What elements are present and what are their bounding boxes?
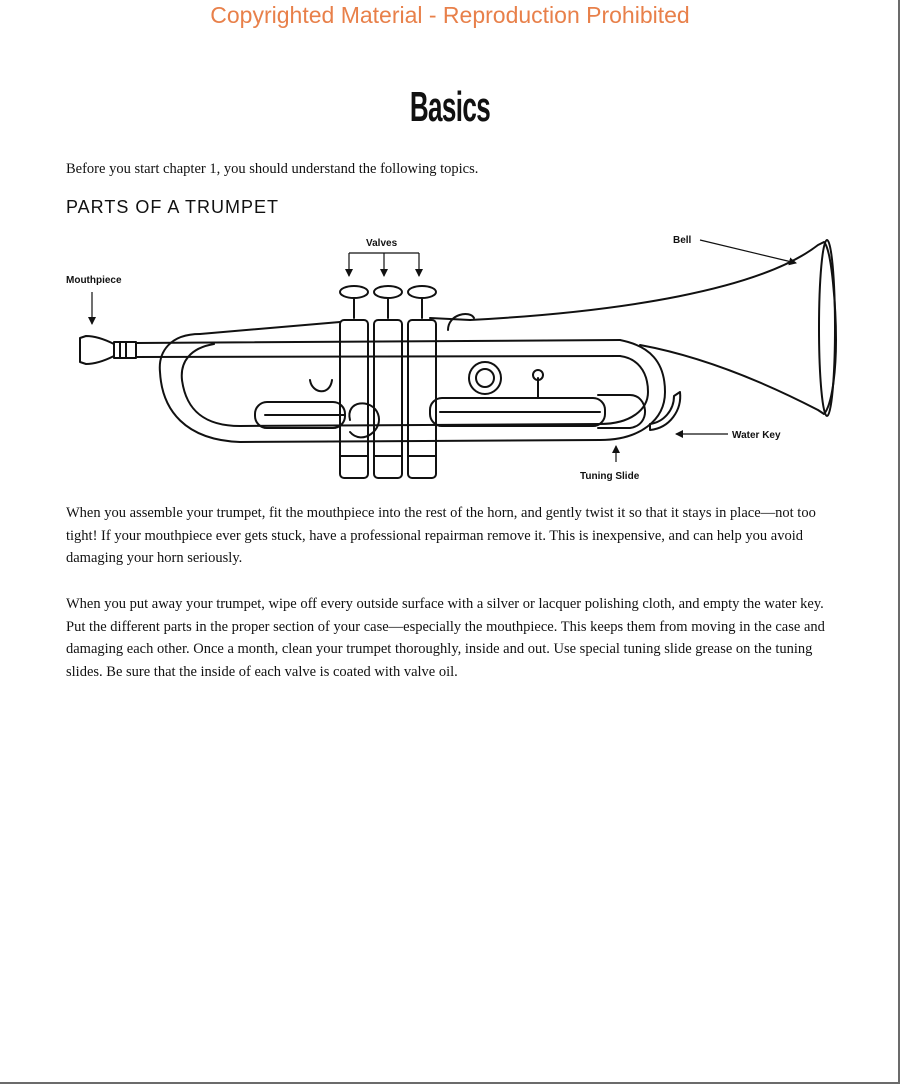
section-heading: PARTS OF A TRUMPET <box>66 197 280 217</box>
leadpipe <box>136 340 620 357</box>
label-mouthpiece: Mouthpiece <box>66 275 122 286</box>
page-title: Basics <box>409 83 491 130</box>
label-bell: Bell <box>673 235 692 246</box>
paragraph-care: When you put away your trumpet, wipe off every outside surface with a silver or lacquer polishing cloth, and empty the water key. Put the different parts in the proper section of your case—especially the mouthpiece. This keeps them from moving in the case and damaging each other. Once a month, clean your trumpet thoroughly, inside and out. Use special tuning slide grease on the tuning slides. Be sure that the inside of each valve is coated with valve oil. <box>66 596 825 680</box>
bell-shape <box>470 240 836 416</box>
mouthpiece-shape <box>80 336 136 364</box>
copyright-watermark: Copyrighted Material - Reproduction Prohibited <box>210 2 690 28</box>
intro-text: Before you start chapter 1, you should understand the following topics. <box>66 161 479 177</box>
label-tuning-slide: Tuning Slide <box>580 471 640 482</box>
valve-caps <box>340 286 436 318</box>
valve-casings <box>340 320 436 478</box>
label-water-key: Water Key <box>732 430 781 441</box>
label-valves: Valves <box>366 238 398 249</box>
paragraph-assembly: When you assemble your trumpet, fit the mouthpiece into the rest of the horn, and gently twist it so that it stays in place—not too tight! If your mouthpiece ever gets stuck, have a professional repairman remove it. This is inexpensive, and can help you avoid damaging your horn seriously. <box>66 505 816 566</box>
